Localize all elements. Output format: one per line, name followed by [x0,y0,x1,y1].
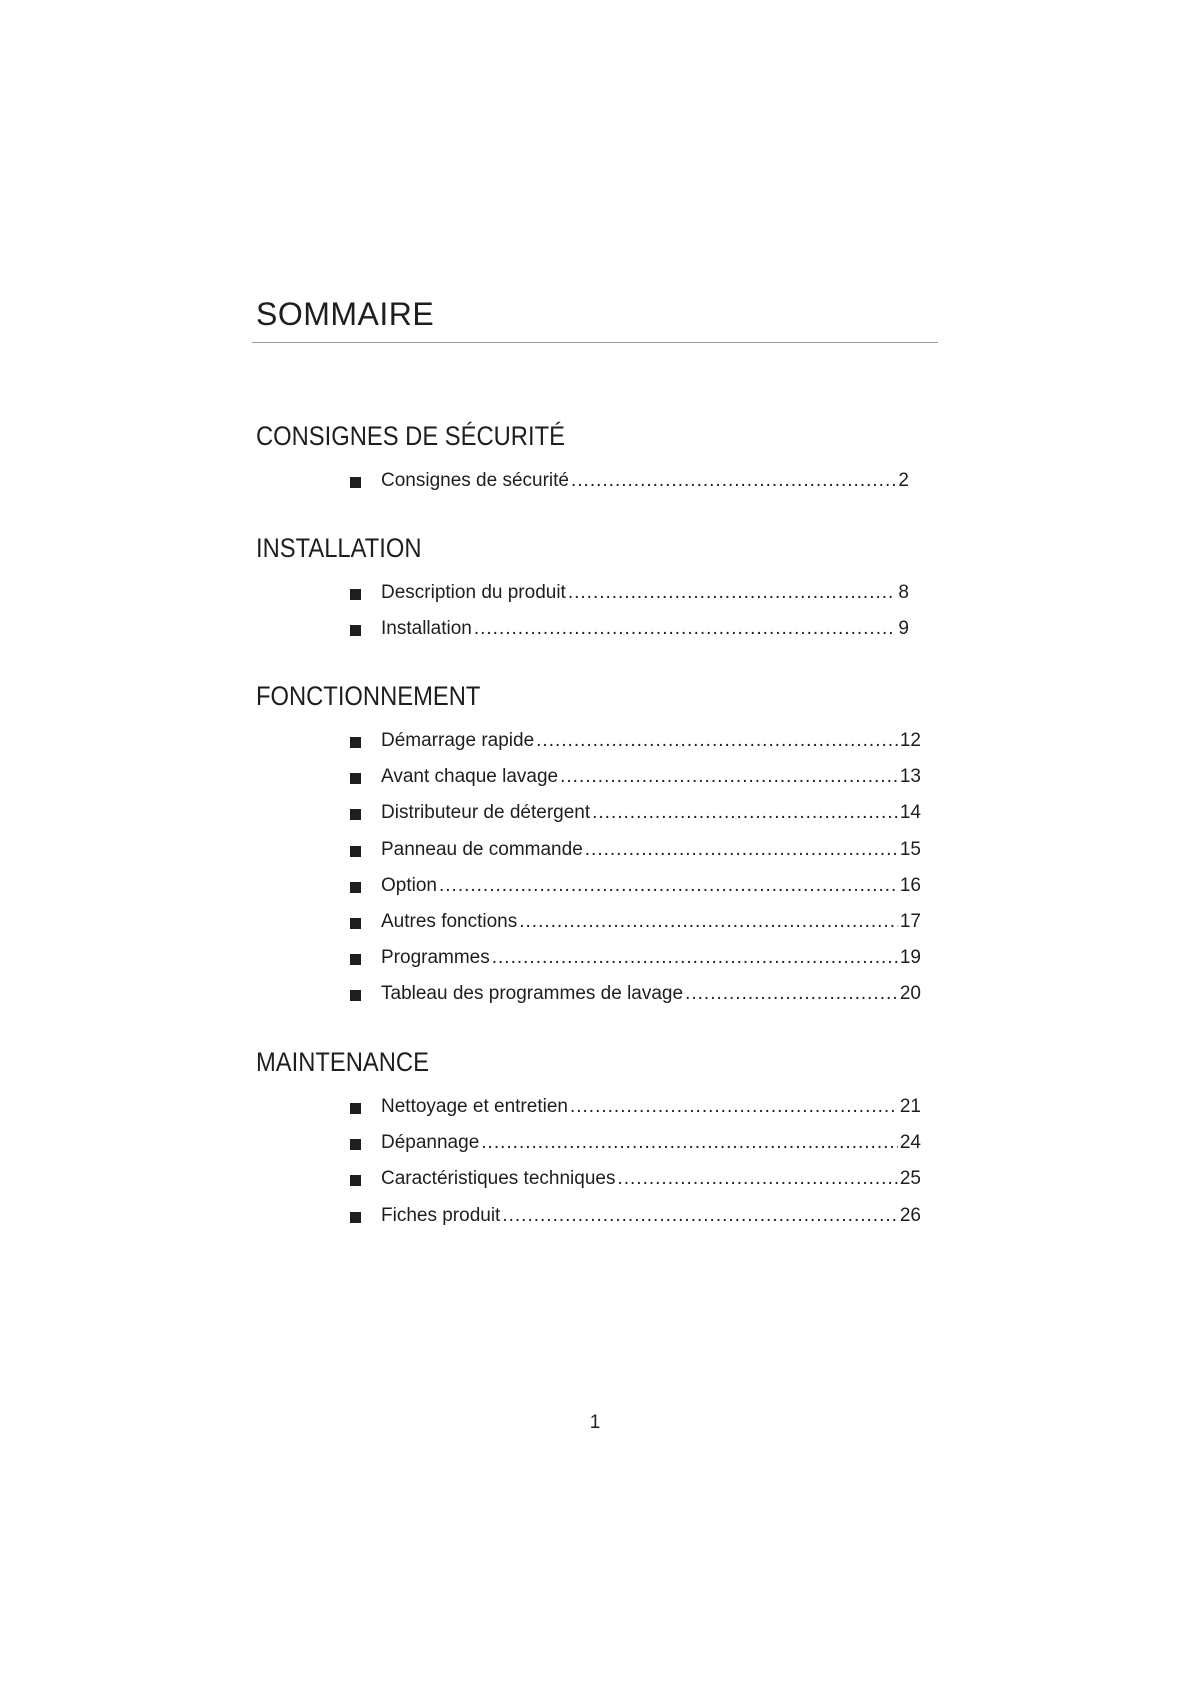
toc-entry-list [256,575,936,647]
page-number: 1 [589,1412,601,1433]
square-bullet-icon [350,737,361,748]
dot-leader [474,618,897,640]
square-bullet-icon [350,773,361,784]
section-heading: FONCTIONNEMENT [256,681,481,711]
toc-entry-label: Consignes de sécurité [381,470,569,492]
section-heading: INSTALLATION [256,533,422,563]
dot-leader [617,1168,897,1190]
toc-entry[interactable] [256,832,936,868]
toc-entry[interactable] [256,1198,936,1234]
toc-entry[interactable] [256,463,936,499]
toc-entry[interactable] [256,1161,936,1197]
toc-entry-list [256,723,936,1013]
toc-entry[interactable] [256,904,936,940]
toc-entry-page: 24 [899,1132,921,1154]
toc-entry-body [381,802,921,824]
toc-entry-label: Panneau de commande [381,838,583,860]
dot-leader [502,1205,898,1227]
toc-entry-body [381,618,909,640]
square-bullet-icon [350,477,361,488]
toc-entry-label: Nettoyage et entretien [381,1096,568,1118]
page-title: SOMMAIRE [256,296,435,332]
toc-entry-body [381,582,909,604]
toc-entry[interactable] [256,759,936,795]
dot-leader [439,875,898,897]
section-heading: CONSIGNES DE SÉCURITÉ [256,421,565,451]
square-bullet-icon [350,882,361,893]
square-bullet-icon [350,1139,361,1150]
title-underline [252,342,938,343]
toc-entry-page: 17 [899,911,921,933]
dot-leader [481,1132,898,1154]
toc-section-fonctionnement [256,683,936,1013]
square-bullet-icon [350,589,361,600]
square-bullet-icon [350,1212,361,1223]
toc-entry-body [381,911,921,933]
toc-entry-body [381,1205,921,1227]
toc-entry-label: Option [381,874,437,896]
toc-entry-page: 16 [899,874,921,896]
toc-section-consignes [256,423,936,499]
toc-entry-page: 2 [898,470,909,492]
dot-leader [592,802,898,824]
square-bullet-icon [350,918,361,929]
toc-entry-page: 13 [899,766,921,788]
dot-leader [536,730,898,752]
toc-entry-list [256,463,936,499]
square-bullet-icon [350,1175,361,1186]
toc-entry-label: Programmes [381,947,490,969]
toc-entry-label: Autres fonctions [381,911,518,933]
toc-entry-body [381,766,921,788]
dot-leader [571,470,896,492]
square-bullet-icon [350,990,361,1001]
toc-entry-page: 21 [899,1096,921,1118]
toc-entry-body [381,1168,921,1190]
square-bullet-icon [350,1103,361,1114]
dot-leader [585,839,898,861]
dot-leader [560,766,898,788]
toc-entry-page: 15 [899,838,921,860]
section-heading: MAINTENANCE [256,1047,429,1077]
toc-entry-label: Description du produit [381,582,566,604]
toc-entry-body [381,839,921,861]
toc-entry-page: 12 [899,730,921,752]
toc-entry-body [381,730,921,752]
toc-entry-page: 9 [898,618,909,640]
square-bullet-icon [350,846,361,857]
toc-entry-label: Avant chaque lavage [381,766,559,788]
toc-entry-page: 19 [899,947,921,969]
toc-entry-list [256,1089,936,1234]
toc-entry[interactable] [256,1089,936,1125]
toc-entry-page: 26 [899,1204,921,1226]
dot-leader [685,983,898,1005]
toc-entry-body [381,470,909,492]
toc-entry-label: Installation [381,618,472,640]
dot-leader [492,947,898,969]
toc-entry[interactable] [256,723,936,759]
toc-entry-page: 8 [898,582,909,604]
toc-entry[interactable] [256,868,936,904]
toc-entry-label: Distributeur de détergent [381,802,591,824]
toc-entry-body [381,983,921,1005]
toc-section-maintenance [256,1049,936,1234]
toc-entry[interactable] [256,940,936,976]
toc-entry-body [381,875,921,897]
toc-entry-page: 20 [899,983,921,1005]
toc-entry-body [381,1096,921,1118]
toc-entry[interactable] [256,575,936,611]
toc-entry[interactable] [256,795,936,831]
toc-entry[interactable] [256,611,936,647]
toc-entry-label: Caractéristiques techniques [381,1168,616,1190]
toc-entry-label: Démarrage rapide [381,730,535,752]
toc-entry[interactable] [256,1125,936,1161]
square-bullet-icon [350,809,361,820]
toc-entry-body [381,947,921,969]
toc-section-installation [256,535,936,647]
square-bullet-icon [350,625,361,636]
toc-entry[interactable] [256,976,936,1012]
dot-leader [570,1096,898,1118]
toc-entry-page: 25 [899,1168,921,1190]
toc-entry-page: 14 [899,802,921,824]
toc-entry-body [381,1132,921,1154]
square-bullet-icon [350,954,361,965]
dot-leader [519,911,898,933]
toc-entry-label: Tableau des programmes de lavage [381,983,684,1005]
toc-entry-label: Fiches produit [381,1204,501,1226]
dot-leader [568,582,897,604]
toc-entry-label: Dépannage [381,1132,480,1154]
